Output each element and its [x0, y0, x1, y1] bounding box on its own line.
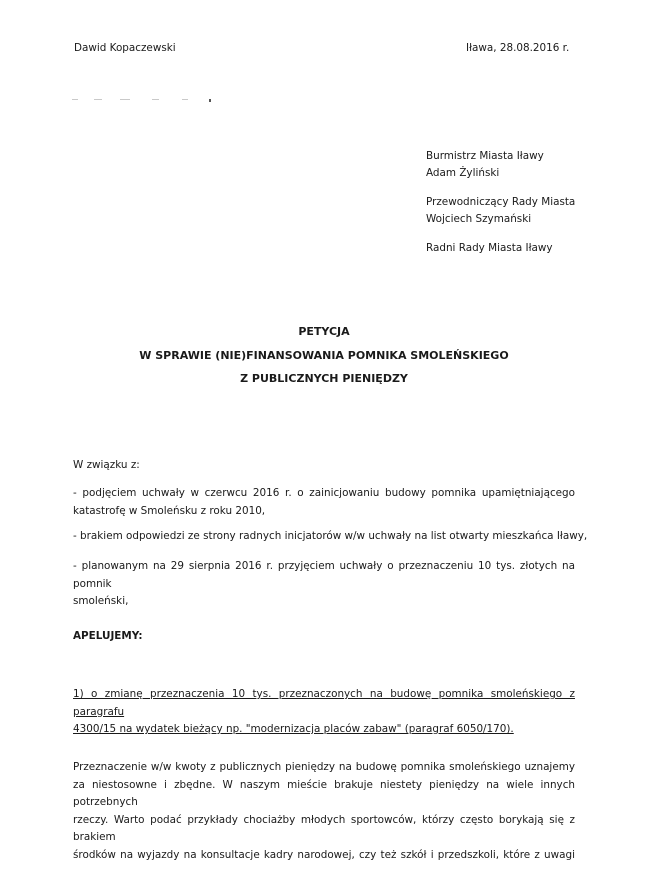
author-name: Dawid Kopaczewski: [74, 42, 176, 54]
reason-item-1: [73, 485, 575, 520]
reason-item-2: - brakiem odpowiedzi ze strony radnych inicjatorów w/w uchwały na list otwarty mieszkańca Iławy,: [73, 530, 588, 542]
justification-paragraph: [73, 759, 575, 864]
reason-item-3-line: smoleński,: [73, 595, 129, 607]
justification-line: za niestosowne i zbędne. W naszym mieście brakuje niestety pieniędzy na wiele innych potrzebnych: [73, 778, 575, 808]
recipients-block: [426, 148, 575, 257]
reason-item-3: [73, 558, 575, 611]
recipient-line: Radni Rady Miasta Iławy: [426, 242, 553, 254]
reason-item-3-line: - planowanym na 29 sierpnia 2016 r. przyjęciem uchwały o przeznaczeniu 10 tys. złotych na pomnik: [73, 560, 575, 590]
intro-text: W związku z:: [73, 459, 140, 471]
appeal-point-1-line: 4300/15 na wydatek bieżący np. "modernizacja placów zabaw" (paragraf 6050/170).: [73, 723, 514, 735]
redacted-address-line: [72, 99, 212, 101]
petition-title: PETYCJA: [298, 325, 350, 338]
reason-item-1-line: - podjęciem uchwały w czerwcu 2016 r. o zainicjowaniu budowy pomnika upamiętniającego: [73, 487, 575, 499]
petition-subtitle: W SPRAWIE (NIE)FINANSOWANIA POMNIKA SMOLEŃSKIEGO: [139, 349, 509, 362]
petition-subtitle-2: Z PUBLICZNYCH PIENIĘDZY: [240, 372, 408, 385]
justification-line: rzeczy. Warto podać przykłady chociażby młodych sportowców, którzy często borykają się z brakiem: [73, 813, 575, 843]
justification-line: środków na wyjazdy na konsultacje kadry narodowej, czy też szkół i przedszkoli, które z uwagi: [73, 848, 575, 861]
appeal-heading: APELUJEMY:: [73, 630, 143, 642]
justification-line: Przeznaczenie w/w kwoty z publicznych pieniędzy na budowę pomnika smoleńskiego uznajemy: [73, 761, 575, 773]
place-date: Iława, 28.08.2016 r.: [466, 42, 570, 54]
recipient-line: Wojciech Szymański: [426, 213, 532, 225]
recipient-line: Przewodniczący Rady Miasta: [426, 196, 576, 208]
appeal-point-1-line: 1) o zmianę przeznaczenia 10 tys. przeznaczonych na budowę pomnika smoleńskiego z paragrafu: [73, 688, 575, 718]
appeal-point-1: [73, 686, 575, 739]
recipient-line: Adam Żyliński: [426, 167, 500, 179]
recipient-line: Burmistrz Miasta Iławy: [426, 150, 544, 162]
reason-item-1-line: katastrofę w Smoleńsku z roku 2010,: [73, 504, 266, 517]
